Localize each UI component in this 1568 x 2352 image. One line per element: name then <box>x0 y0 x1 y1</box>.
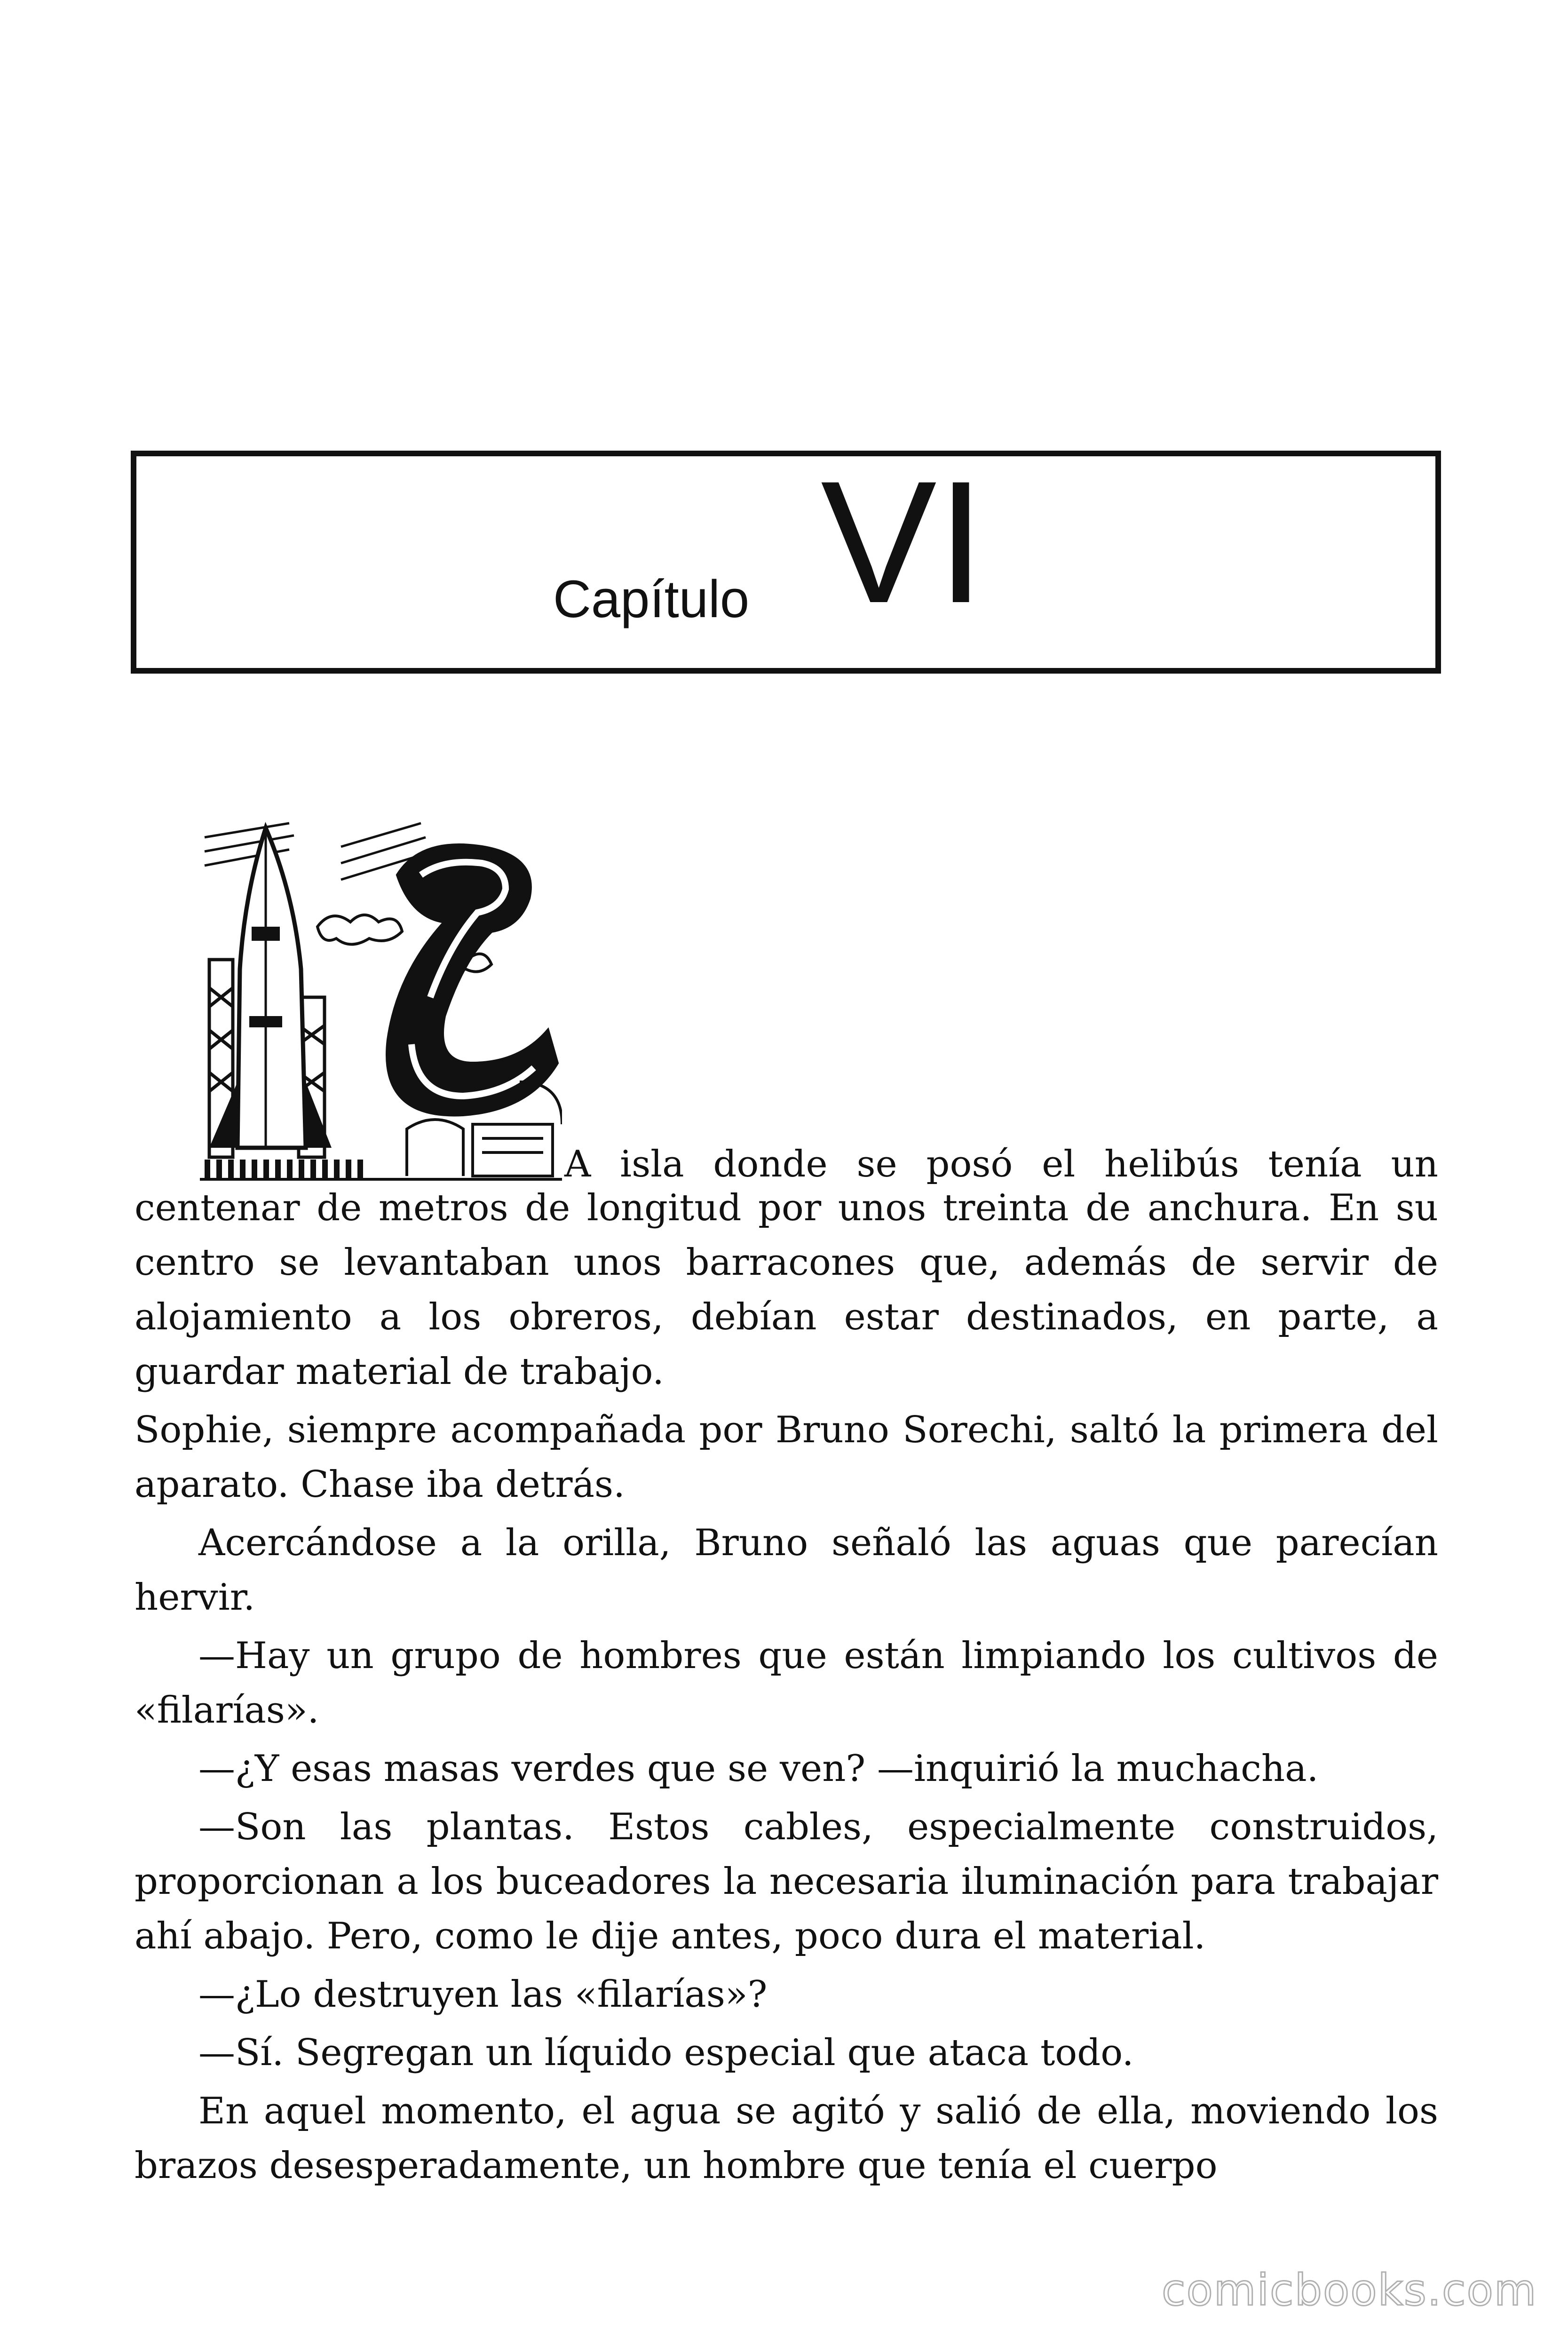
rocket-launch-illustration-icon <box>200 818 562 1181</box>
paragraph: —Son las plantas. Estos cables, especialmente construidos, proporcionan a los buceadores la necesaria iluminación para trabajar ahí abajo. Pero, como le dije antes, poco dura el material. <box>135 1806 1438 1957</box>
chapter-number: VI <box>821 445 985 639</box>
paragraph: Sophie, siempre acompañada por Bruno Sorechi, saltó la primera del aparato. Chase iba detrás. <box>135 1409 1438 1506</box>
body-text <box>135 1181 1438 2197</box>
paragraph: En aquel momento, el agua se agitó y salió de ella, moviendo los brazos desesperadamente, un hombre que tenía el cuerpo <box>135 2090 1438 2187</box>
chapter-heading-box <box>131 445 1441 674</box>
paragraph: —¿Y esas masas verdes que se ven? —inquirió la muchacha. <box>198 1748 1319 1790</box>
paragraph: Acercándose a la orilla, Bruno señaló las aguas que parecían hervir. <box>135 1522 1438 1619</box>
paragraph: —¿Lo destruyen las «filarías»? <box>198 1973 768 2016</box>
paragraph: —Sí. Segregan un líquido especial que ataca todo. <box>198 2032 1134 2074</box>
watermark: comicbooks.com <box>1162 2265 1537 2315</box>
first-line-text: A isla donde se posó el helibús tenía un <box>564 1143 1438 1185</box>
chapter-word: Capítulo <box>553 570 750 628</box>
paragraph: centenar de metros de longitud por unos treinta de anchura. En su centro se levantaban unos barracones que, además de servir de alojamiento a los obreros, debían estar destinados, en parte, a guardar material de trabajo. <box>135 1187 1438 1393</box>
paragraph: —Hay un grupo de hombres que están limpiando los cultivos de «filarías». <box>135 1635 1438 1732</box>
